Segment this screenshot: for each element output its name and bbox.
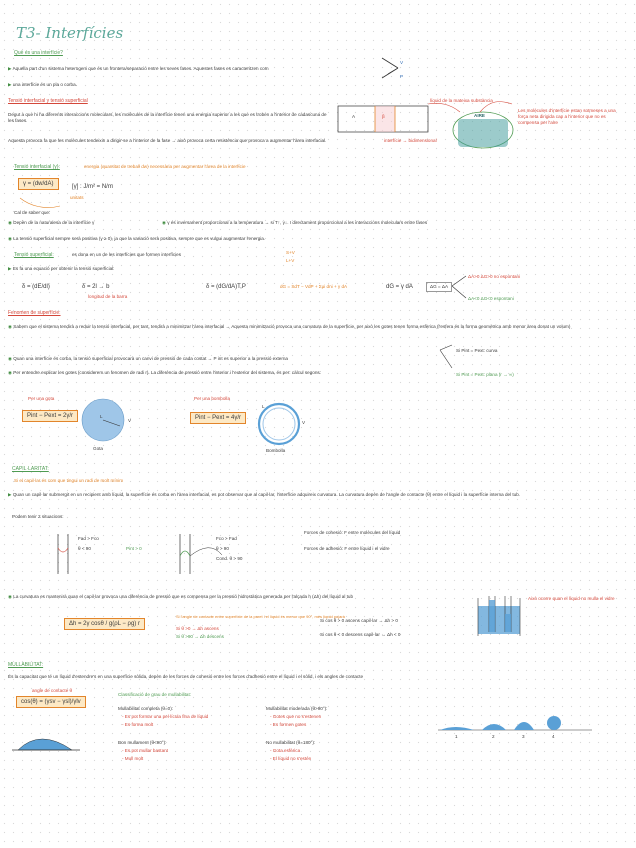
case-b-3: Cond. θ > 90 xyxy=(216,556,243,561)
eq-1b: δ = (dG/dA)T,P xyxy=(206,284,246,290)
case-b-2: θ > 90 xyxy=(216,546,229,551)
tube-note: Això ocorre quan el líquid no mulla el vidre xyxy=(528,596,615,601)
gamma-definition: energia (quantitat de treball dw) necessària per augmentar l'àrea de la interfície xyxy=(84,164,246,169)
contact-angle-label: angle de contacte θ xyxy=(32,688,73,693)
heading-gamma: Tensió interfacial (γ): xyxy=(14,164,60,170)
eq-2: dG = SdT − VdP + Σμi dni + γ dA xyxy=(280,284,348,289)
box-label-interface: interfície → bidimensional xyxy=(384,138,437,143)
surface-def: es dona en un de les interfícies que formen interfícies xyxy=(72,252,182,257)
q1-paragraph-2: ▶ una interfície és un pla o corba. xyxy=(8,82,77,87)
heading-tension: Tensió interfacial y tensió superficial xyxy=(8,98,88,104)
h-case-2: Si cos θ < 0 descens capil·lar → Δh < 0 xyxy=(320,632,401,637)
tension-paragraph-2: Aquesta provoca fa que les molècules tendeixin a dirigir-se a l'interior de la fase → això provoca certa resistència que provoca a augmentar l'àrea interfacial. xyxy=(8,138,327,143)
class-2b: - Mull molt xyxy=(122,756,144,761)
liquid-note: líquid de la mateixa substància xyxy=(430,98,493,103)
class-2: Bon mullament (θ<90°): xyxy=(118,740,167,745)
h-case-1: Si cos θ > 0 ascens capil·lar → Δh > 0 xyxy=(320,618,398,623)
eq-1c: δ = 2l → b xyxy=(82,284,110,290)
si-sv-1: S+V xyxy=(286,250,295,255)
gota-l: L xyxy=(100,414,103,419)
h-note-1: Si l'angle de contacte entre superfície de la paret i el líquid és menor que 90°, més líquid pujarà xyxy=(176,614,345,619)
case-a-3: Pint > 0 xyxy=(126,546,142,551)
bombolla-label: Bombolla xyxy=(266,448,286,453)
case-bombolla-label: Per una bombolla xyxy=(194,396,231,401)
classification-heading: Classificació de grau de mullabilitat: xyxy=(118,692,192,697)
bombolla-v: V xyxy=(302,420,306,425)
gamma-formula-box: γ = (dw/dA) xyxy=(18,178,59,190)
mech-intro: ▶ Es fa una equació per obtenir la tensió superficial: xyxy=(8,266,115,271)
res-negative: ΔA<0 ΔG<0 espontani xyxy=(468,296,514,301)
si-sv-2: L+V xyxy=(286,258,295,263)
h-note-2: Si θ >0 → Δh ascens xyxy=(176,626,219,631)
class-4: No mullabilitat (θ=180°): xyxy=(266,740,316,745)
drop-4-label: 4 xyxy=(552,734,555,739)
case-gota-label: Per una gota xyxy=(28,396,55,401)
class-4b: - El líquid no s'estén xyxy=(270,756,312,761)
heading-capillarity: CAPIL·LARITAT: xyxy=(12,466,49,472)
class-1: Mullabilitat completa (θ=0): xyxy=(118,706,174,711)
h-note-3: Si θ >90 → Δh descens xyxy=(176,634,224,639)
class-4a: - Gota esfèrica xyxy=(270,748,301,753)
wettability-paragraph: És la capacitat que té un líquid d'estendre's en una superfície sòlida, depèn de les forces de cohesió entre les forces d'adhesió entre el líquid i el sòlid, i els angles de contacte xyxy=(8,674,364,679)
heading-surface-tension: Tensió superficial: xyxy=(14,252,54,258)
case-a-2: θ < 90 xyxy=(78,546,91,551)
phen-right-flat: Si Pint = Pext: plana (r → ∞) xyxy=(456,372,514,377)
gamma-units-note: unitats xyxy=(70,195,84,200)
gamma-know: Cal de saber que: xyxy=(14,210,51,215)
phen-paragraph-3: ◉ Per entendre explicar les gotes (considerem un fenomen de radi r). La diferència de pressió entre l'interior i l'exterior del sistema, és per: càlcul segons: xyxy=(8,370,321,375)
eq-3: dG = γ dA xyxy=(386,284,413,290)
eq-height-box: Δh = 2γ cosθ / g(ρL − ρg) r xyxy=(64,618,145,630)
gamma-line-1: ◉ Depèn de la naturalesa de la interfície γ xyxy=(8,220,95,225)
eq-1-note: longitud de la barra xyxy=(88,294,128,299)
box-label-beta: β xyxy=(382,114,385,119)
res-positive: ΔA>0 ΔG>0 no espontani xyxy=(468,274,521,279)
cap-paragraph-1: ▶ Quan un capil·lar submergit en un recipient amb líquid, la superfície és corba en l'àrea interfacial, es pot observar que al capil·lar, l'interfície adquireix curvatura. La curvatura depèn de l'angle de contacte (θ) entre el líquid i la superfície interna del tub. xyxy=(8,492,521,497)
class-1a: - Es pot formar una pel·lícula fina de líquid xyxy=(122,714,209,719)
curvature-paragraph: ◉ La curvatura es mantenirà quan el capil·lar provoca una diferència de pressió que es compensa per la pressió hidrostàtica generada per l'alçada h (Δh) del líquid al tub xyxy=(8,594,354,599)
class-3b: - Es formen gotes xyxy=(270,722,307,727)
case-b-1: Fco > Fad xyxy=(216,536,237,541)
gamma-line-2: ◉ La tensió superficial sempre serà positiva (γ ≥ 0), ja que la variació serà positiva, sempre que es vulgui augmentar l'energia. xyxy=(8,236,266,241)
cap-sub: Si el capil·lar és com que tingui un radi de molt mínim xyxy=(14,478,124,483)
diag-label-p: P xyxy=(400,74,404,79)
gamma-units: [γ] : J/m² = N/m xyxy=(72,184,113,190)
eq-bombolla-box: Pint − Pext = 4γ/r xyxy=(190,412,246,424)
class-3a: - Gotes que no s'estenen xyxy=(270,714,322,719)
phen-right-curve: Si Pint = Pext: curva xyxy=(456,348,498,353)
aire-label: AIRE xyxy=(474,113,485,118)
class-2a: - Es pot mullar bastant xyxy=(122,748,168,753)
drop-3-label: 3 xyxy=(522,734,525,739)
tension-paragraph-1: Degut a que hi ha diferents interaccions moleculars, les molècules de la interfície tenen una energia superior a les que es troben a l'interior de cadascuna de les fases. xyxy=(8,112,327,123)
phen-paragraph-2: ◉ Quan una interfície és corba, la tensió superficial provocarà un canvi de pressió de cada costat → P int es superior a la pressió externa xyxy=(8,356,288,361)
phen-paragraph-1: ◉ Sabem que el sistema tendirà a reduir la tensió interfacial, per tant, tendirà a minimitzar l'àrea interfacial → Aquesta minimització provoca una curvatura de la superfície, per això les gotes tenen forma esfèrica (l'esfera és la forma geomètrica amb menor àrea donat un volum) xyxy=(8,324,571,329)
res-box: ΔG = ΔA xyxy=(426,282,452,292)
box-label-a: A xyxy=(352,114,356,119)
class-3: Mullabilitat moderada (θ>90°): xyxy=(266,706,328,711)
case-a-1: Fad > Fco xyxy=(78,536,99,541)
wettability-equation-box: cos(θ) = (γsv − γsl)/γlv xyxy=(16,696,86,708)
gota-v: V xyxy=(128,418,132,423)
heading-phenomena: Fenomen de superfície: xyxy=(8,310,61,316)
drop-1-label: 1 xyxy=(455,734,458,739)
heading-wettability: MULLABILITAT: xyxy=(8,662,44,668)
forces-cohesion: Forces de cohesió: F entre molècules del líquid xyxy=(304,530,401,535)
bombolla-l: L xyxy=(262,404,265,409)
page-title: T3- Interfícies xyxy=(16,24,124,42)
q1-paragraph-1: ▶ Aquella part d'un sistema heterogeni que és un frontera/separació entre les seves fases. Aquestes fases es caracteritzen com xyxy=(8,66,269,71)
eq-gota-box: Pint − Pext = 2γ/r xyxy=(22,410,78,422)
drop-2-label: 2 xyxy=(492,734,495,739)
aire-right-note: Les molècules d'interfície estan sotmeses a una força neta dirigida cap a l'interior que no es compensa per l'aire xyxy=(518,108,616,125)
heading-what-is-interface: Què és una interfície? xyxy=(14,50,63,56)
cap-paragraph-2: Podem tenir 2 situacions: xyxy=(12,514,64,519)
eq-1: δ = (dE/dl) xyxy=(22,284,50,290)
diag-label-v: V xyxy=(400,60,404,65)
class-1b: - Es forma molt xyxy=(122,722,154,727)
forces-adhesion: Forces de adhesió: F entre líquid i el vidre xyxy=(304,546,390,551)
gota-label: Gota xyxy=(93,446,103,451)
gamma-line-1b: ◉ γ és inversament proporcional a la temperatura → si T↑, γ↓. I directament proporcional a les interaccions moleculars entre fases xyxy=(162,220,428,225)
